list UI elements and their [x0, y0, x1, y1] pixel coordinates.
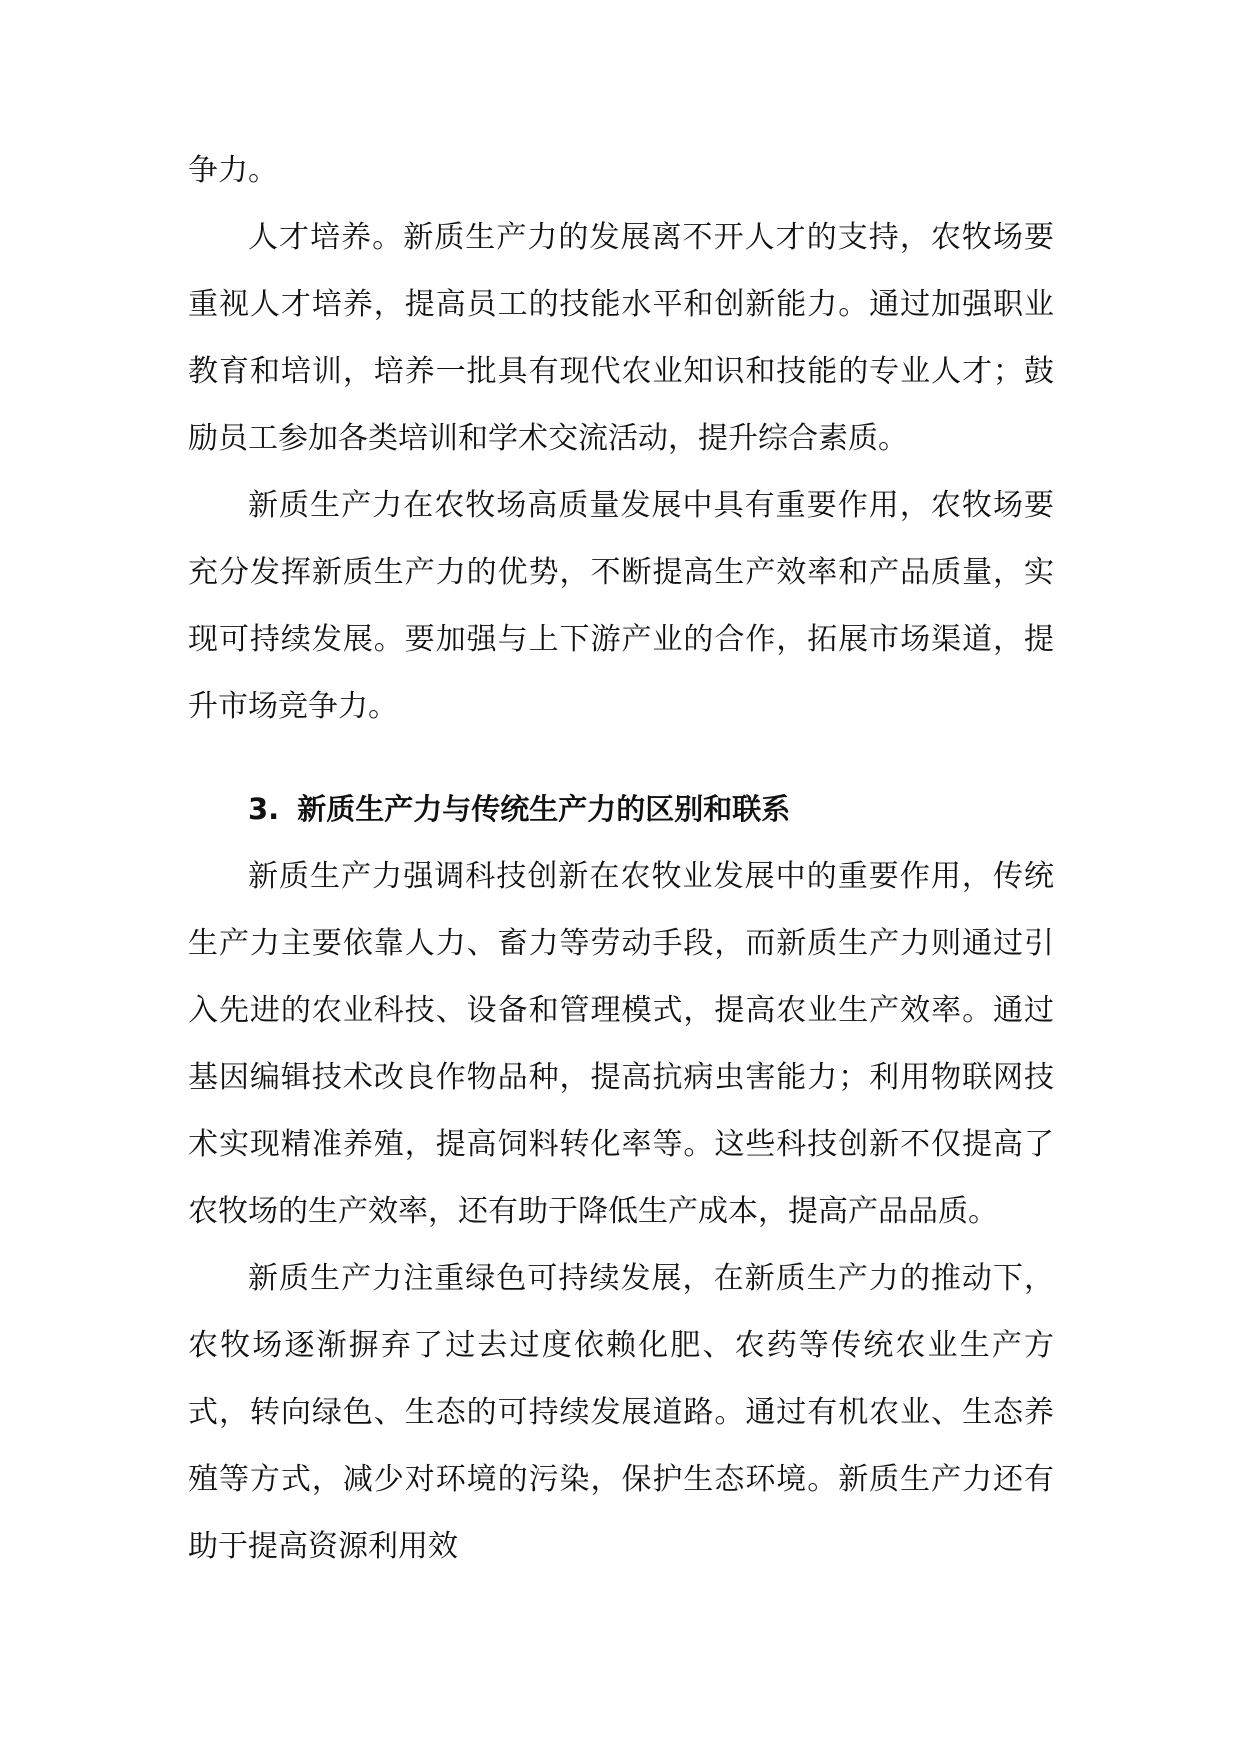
section-title: 新质生产力与传统生产力的区别和联系 — [297, 792, 791, 826]
paragraph-talent-cultivation: 人才培养。新质生产力的发展离不开人才的支持，农牧场要重视人才培养，提高员工的技能水平和创新能力。通过加强职业教育和培训，培养一批具有现代农业知识和技能的专业人才；鼓励员工参加各类培训和学术交流活动，提升综合素质。 — [188, 220, 1054, 456]
paragraph-green-development: 新质生产力注重绿色可持续发展，在新质生产力的推动下，农牧场逐渐摒弃了过去过度依赖化肥、农药等传统农业生产方式，转向绿色、生态的可持续发展道路。通过有机农业、生态养殖等方式，减少对环境的污染，保护生态环境。新质生产力还有助于提高资源利用效 — [188, 1261, 1054, 1564]
paragraph-tech-innovation: 新质生产力强调科技创新在农牧业发展中的重要作用，传统生产力主要依靠人力、畜力等劳动手段，而新质生产力则通过引入先进的农业科技、设备和管理模式，提高农业生产效率。通过基因编辑技术改良作物品种，提高抗病虫害能力；利用物联网技术实现精准养殖，提高饲料转化率等。这些科技创新不仅提高了农牧场的生产效率，还有助于降低生产成本，提高产品品质。 — [188, 859, 1054, 1229]
section-number: 3. — [248, 792, 280, 826]
document-body — [188, 137, 1054, 1580]
paragraph-role-summary: 新质生产力在农牧场高质量发展中具有重要作用，农牧场要充分发挥新质生产力的优势，不断提高生产效率和产品质量，实现可持续发展。要加强与上下游产业的合作，拓展市场渠道，提升市场竞争力。 — [188, 488, 1054, 724]
section-heading — [188, 740, 1054, 843]
paragraph-continuation: 争力。 — [188, 153, 278, 188]
